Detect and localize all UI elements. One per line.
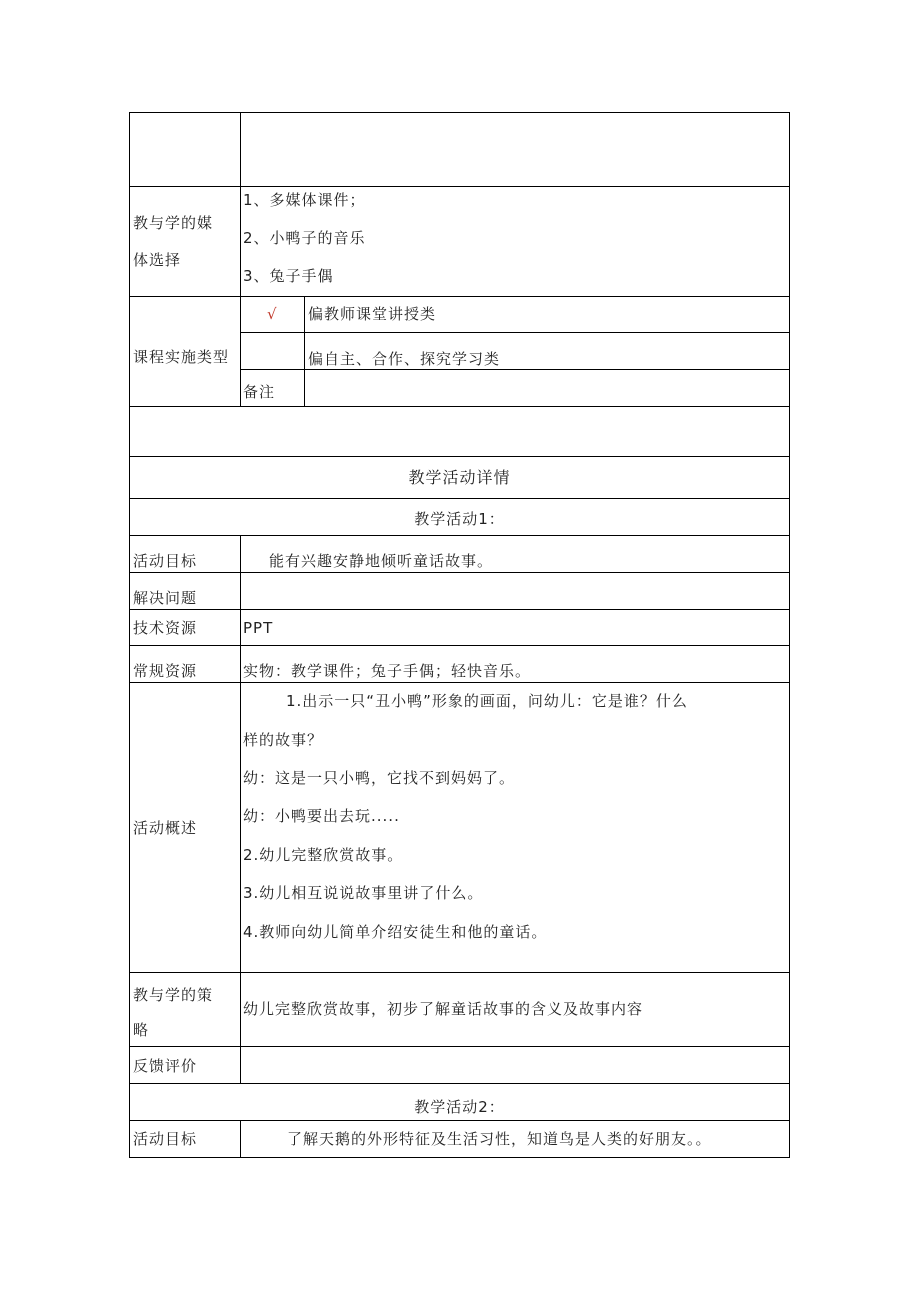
media-item: 3、兔子手偶 <box>243 267 334 285</box>
rule <box>129 186 790 187</box>
activity1-strategy-label-line2: 略 <box>133 1021 150 1039</box>
activity1-goal-label: 活动目标 <box>133 552 198 570</box>
activity2-goal-label: 活动目标 <box>133 1130 198 1148</box>
activity1-general: 实物：教学课件；兔子手偶；轻快音乐。 <box>243 662 532 680</box>
media-item: 1、多媒体课件； <box>243 191 366 209</box>
rule <box>240 369 790 370</box>
overview-line: 幼：小鸭要出去玩..... <box>243 807 400 825</box>
overview-line: 幼：这是一只小鸭，它找不到妈妈了。 <box>243 769 516 787</box>
activity1-strategy-label-line1: 教与学的策 <box>133 986 214 1004</box>
check-mark-icon: √ <box>267 305 278 323</box>
rule <box>240 535 241 1084</box>
rule <box>789 112 790 1158</box>
rule <box>129 296 790 297</box>
activity1-feedback-label: 反馈评价 <box>133 1057 198 1075</box>
rule <box>129 406 790 407</box>
rule <box>129 682 790 683</box>
rule <box>129 535 790 536</box>
rule <box>129 645 790 646</box>
rule <box>129 456 790 457</box>
course-type-option-teacher: 偏教师课堂讲授类 <box>308 305 437 323</box>
activity2-header: 教学活动2： <box>414 1098 505 1116</box>
rule <box>129 1083 790 1084</box>
overview-line: 4.教师向幼儿简单介绍安徒生和他的童话。 <box>243 923 548 941</box>
media-label-line2: 体选择 <box>133 251 182 269</box>
activity1-tech: PPT <box>243 619 274 637</box>
rule <box>240 1120 241 1158</box>
activity2-goal: 了解天鹅的外形特征及生活习性，知道鸟是人类的好朋友。。 <box>287 1130 712 1148</box>
activity1-overview-label: 活动概述 <box>133 819 198 837</box>
activity1-problem-label: 解决问题 <box>133 589 198 607</box>
overview-line: 样的故事？ <box>243 731 324 749</box>
rule <box>129 609 790 610</box>
rule <box>129 498 790 499</box>
rule <box>240 112 241 407</box>
media-label-line1: 教与学的媒 <box>133 214 214 232</box>
overview-line: 1.出示一只“丑小鸭”形象的画面，问幼儿：它是谁？什么 <box>286 692 688 710</box>
rule <box>129 1046 790 1047</box>
overview-line: 3.幼儿相互说说故事里讲了什么。 <box>243 884 484 902</box>
media-item: 2、小鸭子的音乐 <box>243 229 366 247</box>
course-type-option-self: 偏自主、合作、探究学习类 <box>308 350 501 368</box>
rule <box>240 332 790 333</box>
activity1-goal: 能有兴趣安静地倾听童话故事。 <box>269 552 494 570</box>
activity1-tech-label: 技术资源 <box>133 619 198 637</box>
rule <box>304 296 305 407</box>
section-title: 教学活动详情 <box>408 468 511 487</box>
overview-line: 2.幼儿完整欣赏故事。 <box>243 846 404 864</box>
activity1-general-label: 常规资源 <box>133 662 198 680</box>
rule <box>129 572 790 573</box>
rule <box>129 972 790 973</box>
activity1-strategy: 幼儿完整欣赏故事，初步了解童话故事的含义及故事内容 <box>243 1000 644 1018</box>
course-type-label: 课程实施类型 <box>133 348 230 366</box>
activity1-header: 教学活动1： <box>414 510 505 528</box>
rule <box>129 112 130 1158</box>
rule <box>129 1120 790 1121</box>
rule <box>129 112 790 113</box>
rule <box>129 1157 790 1158</box>
remark-label: 备注 <box>243 383 276 401</box>
